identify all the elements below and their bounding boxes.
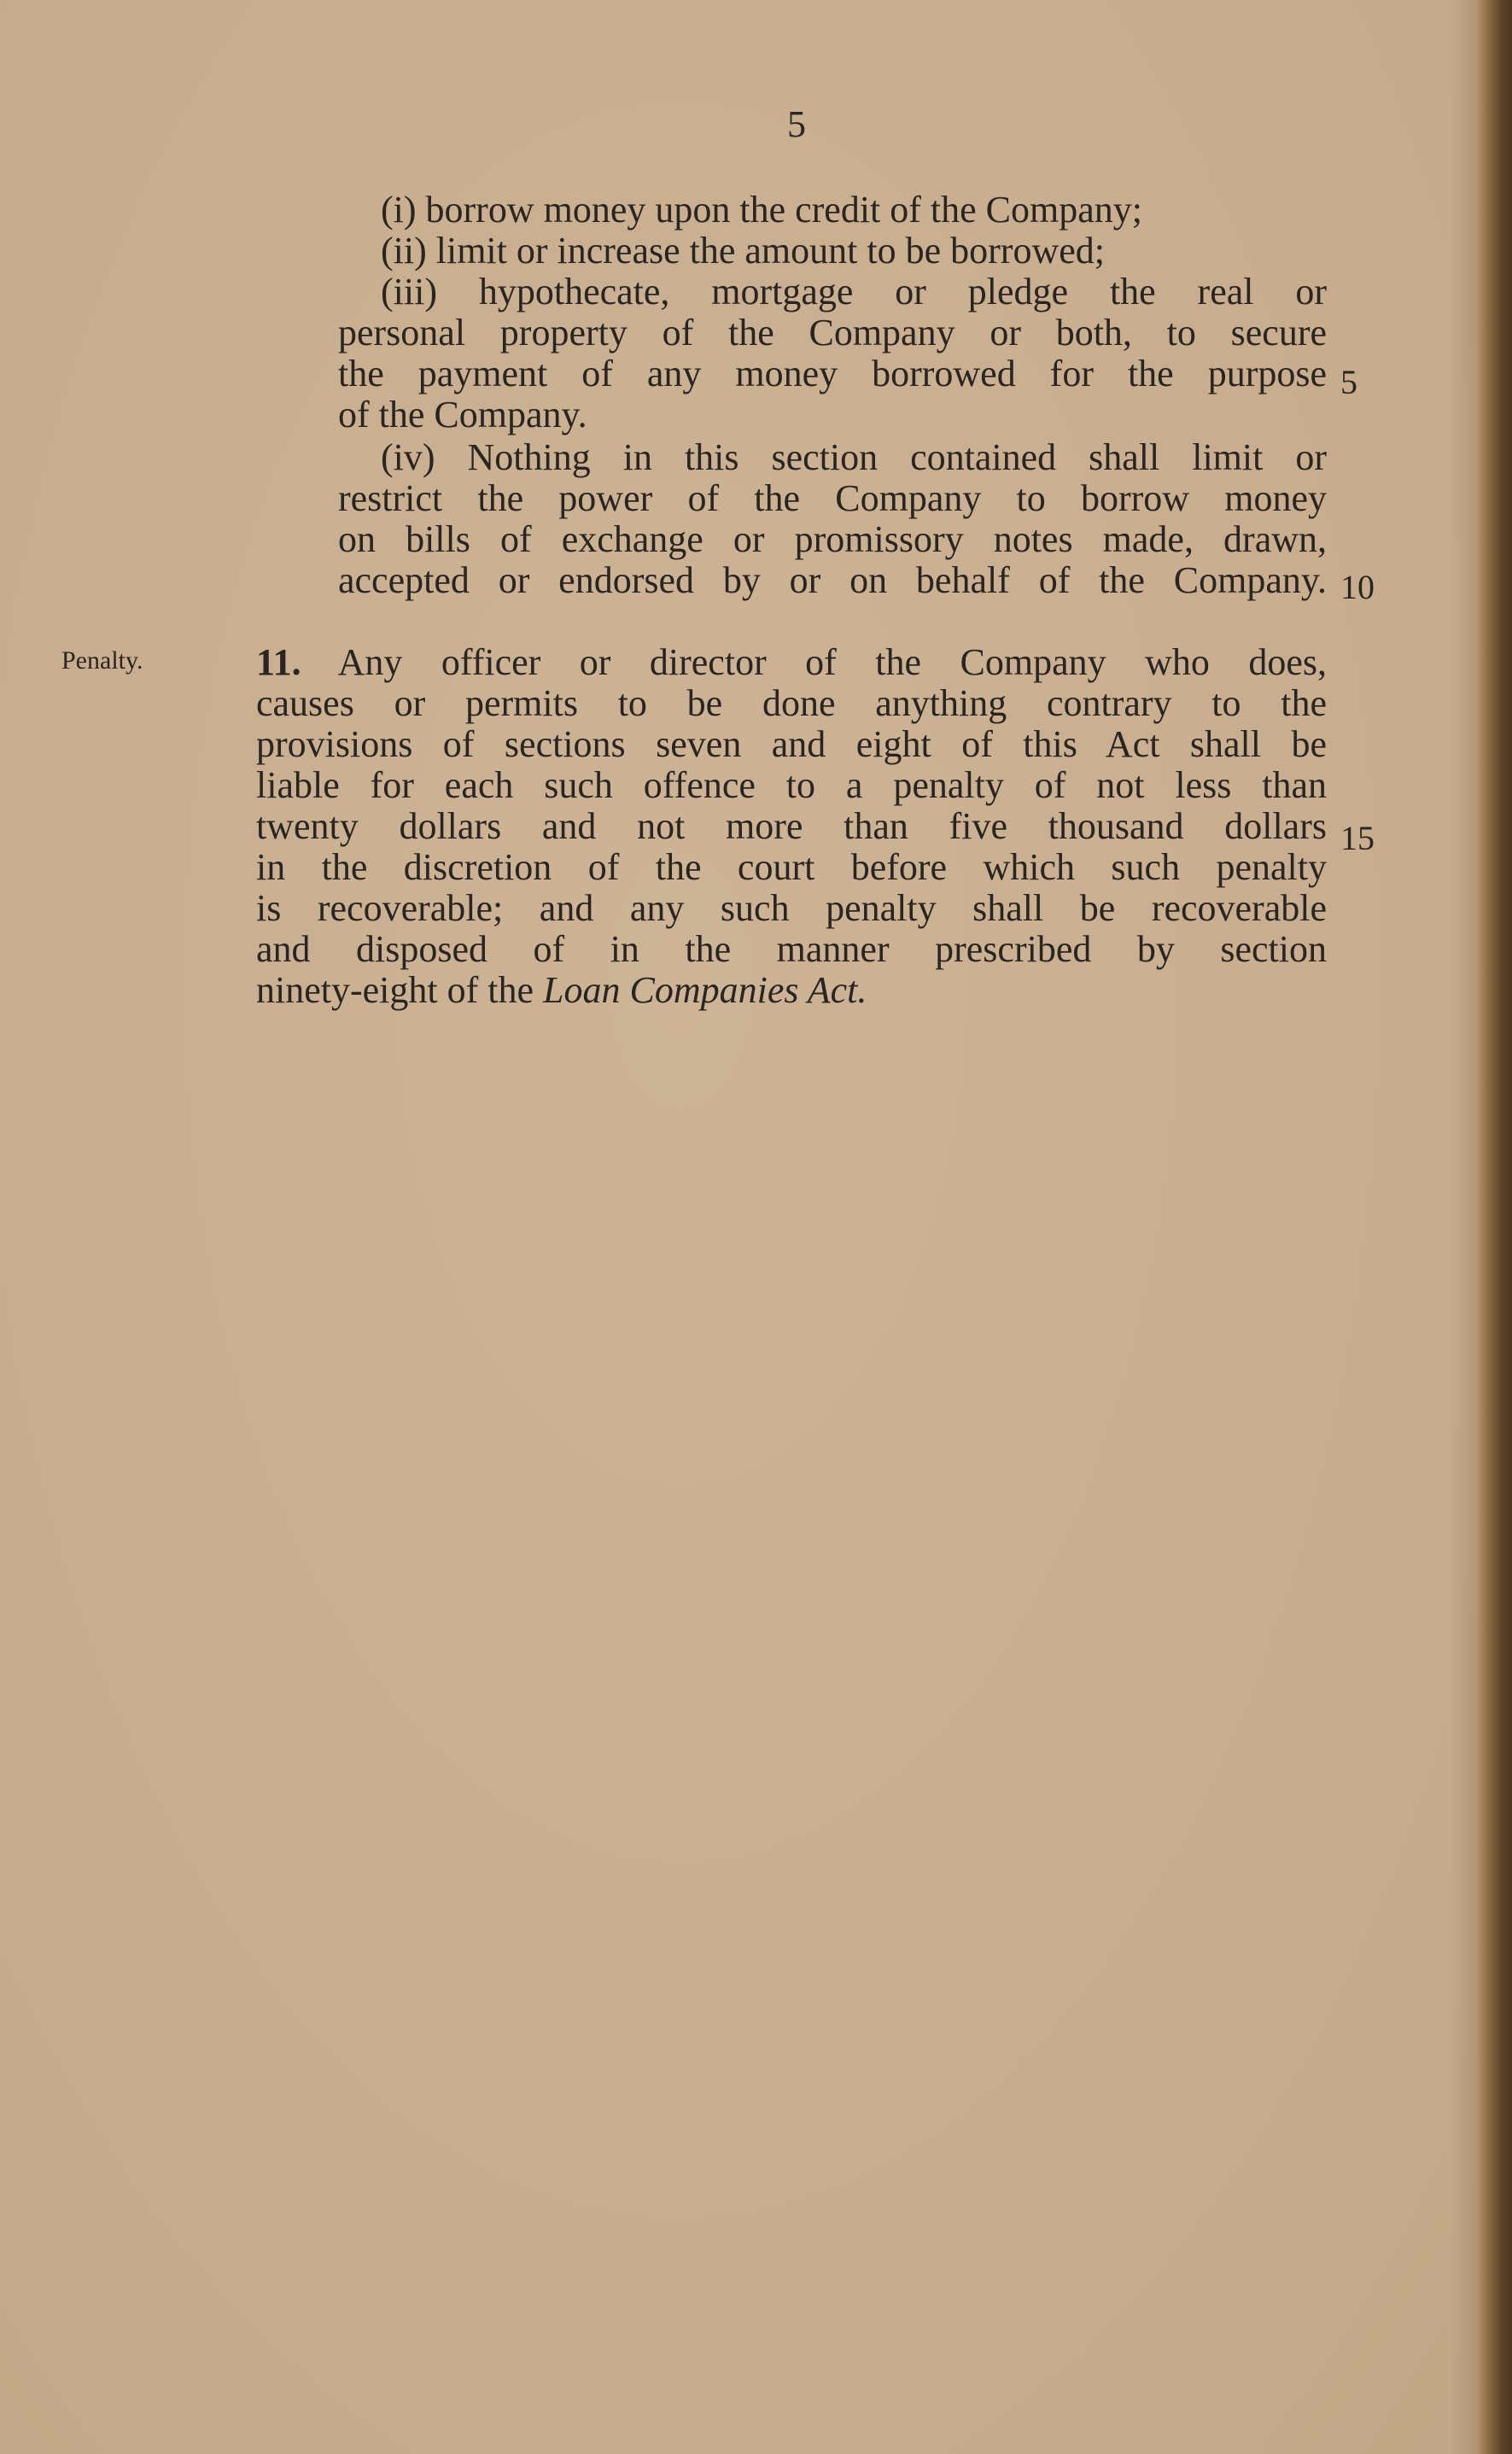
line-number-15: 15 xyxy=(1340,819,1375,857)
section-11-line-6: in the discretion of the court before which such penalty xyxy=(256,846,1327,888)
subclause-iv-line-3: on bills of exchange or promissory notes made, drawn, xyxy=(338,518,1327,560)
subclause-ii: (ii) limit or increase the amount to be borrowed; xyxy=(381,230,1105,272)
line-number-5: 5 xyxy=(1340,363,1357,401)
page-edge-shadow xyxy=(1451,0,1476,2454)
margin-note-penalty: Penalty. xyxy=(61,646,143,675)
section-11-line-5: twenty dollars and not more than five thousand dollars xyxy=(256,805,1327,847)
line-number-10: 10 xyxy=(1340,568,1375,606)
act-title: Loan Companies Act. xyxy=(543,969,867,1011)
section-11-line-2: causes or permits to be done anything contrary to the xyxy=(256,682,1327,724)
subclause-iii-line-2: personal property of the Company or both, to secure xyxy=(338,312,1327,353)
subclause-iv-line-4: accepted or endorsed by or on behalf of the Company. xyxy=(338,559,1327,601)
page-edge xyxy=(1476,0,1512,2454)
subclause-iii-line-4: of the Company. xyxy=(338,394,587,435)
section-11-line-9-text: ninety-eight of the xyxy=(256,969,534,1011)
section-11-line-1-text: Any officer or director of the Company who does, xyxy=(337,641,1327,683)
section-11-line-9 xyxy=(256,970,867,1011)
section-11-line-7: is recoverable; and any such penalty shall be recoverable xyxy=(256,887,1327,929)
subclause-iv-line-1: (iv) Nothing in this section contained shall limit or xyxy=(381,436,1327,478)
section-number: 11. xyxy=(256,641,301,683)
subclause-i: (i) borrow money upon the credit of the Company; xyxy=(381,189,1143,231)
section-11-line-4: liable for each such offence to a penalty of not less than xyxy=(256,764,1327,806)
subclause-iv-line-2: restrict the power of the Company to borrow money xyxy=(338,477,1327,519)
page-number: 5 xyxy=(787,103,806,145)
subclause-iii-line-3: the payment of any money borrowed for the purpose xyxy=(338,353,1327,394)
subclause-iii-line-1: (iii) hypothecate, mortgage or pledge the real or xyxy=(381,271,1327,313)
section-11-line-8: and disposed of in the manner prescribed by section xyxy=(256,928,1327,970)
section-11-line-1 xyxy=(256,642,1327,683)
section-11-line-3: provisions of sections seven and eight of this Act shall be xyxy=(256,723,1327,765)
